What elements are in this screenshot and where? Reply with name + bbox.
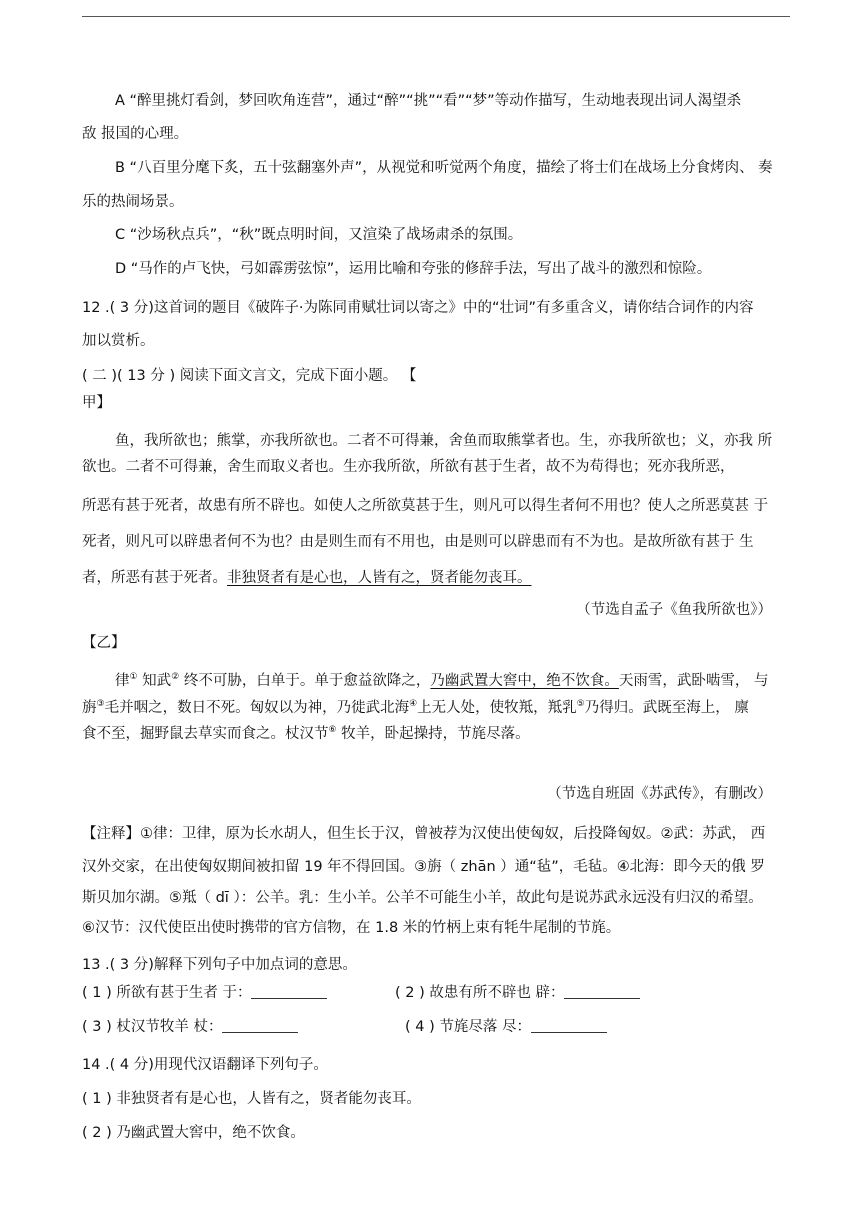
jia-line1: 鱼，我所欲也；熊掌，亦我所欲也。二者不可得兼，舍鱼而取熊掌者也。生，亦我所欲也；义，亦我 所: [115, 433, 773, 449]
answer-blank[interactable]: [531, 1018, 607, 1033]
section-yi-label: 【乙】: [82, 635, 126, 651]
answer-blank[interactable]: [251, 984, 327, 999]
option-b-line1: B “八百里分麾下炙，五十弦翻塞外声”，从视觉和听觉两个角度，描绘了将士们在战场上分食烤肉、 奏: [115, 160, 773, 176]
question-13-item-4: [405, 1017, 607, 1037]
jia-line3: 所恶有甚于死者，故患有所不辟也。如使人之所欲莫甚于生，则凡可以得生者何不用也？使人之所恶莫甚 于: [82, 498, 769, 514]
notes-line4: ⑥汉节：汉代使臣出使时携带的官方信物，在 1.8 米的竹柄上束有牦牛尾制的节旄。: [82, 920, 621, 936]
yi-source: （节选自班固《苏武传》，有删改）: [547, 786, 772, 802]
option-b-line2: 乐的热闹场景。: [82, 194, 184, 210]
option-c: C “沙场秋点兵”，“秋”既点明时间，又渲染了战场肃杀的氛围。: [115, 227, 523, 243]
note-ref: ①: [129, 672, 138, 682]
notes-line3: 斯贝加尔湖。⑤羝（ dī ）：公羊。乳：生小羊。公羊不可能生小羊，故此句是说苏武永远没有归汉的希望。: [82, 890, 763, 906]
answer-blank[interactable]: [222, 1018, 298, 1033]
section-jia-label: 甲】: [82, 395, 111, 411]
jia-line5-text: 者，所恶有甚于死者。: [82, 570, 227, 586]
yi-underlined-sentence: 乃幽武置大窖中，绝不饮食。: [430, 673, 619, 689]
jia-line5: [82, 568, 532, 588]
answer-blank[interactable]: [564, 984, 640, 999]
option-d: D “马作的卢飞快，弓如霹雳弦惊”，运用比喻和夸张的修辞手法，写出了战斗的激烈和惊险。: [115, 261, 712, 277]
note-ref: ⑤: [576, 699, 585, 709]
yi-line1: [115, 671, 768, 691]
question-13-item-1: [82, 983, 327, 1003]
item-text: ( 1 ) 所欲有甚于生者 于：: [82, 985, 252, 1001]
yi-text: 天雨雪，武卧啮雪， 与: [618, 673, 769, 689]
section-2-heading: ( 二 )( 13 分 ) 阅读下面文言文，完成下面小题。 【: [82, 368, 417, 384]
header-rule: [82, 16, 790, 17]
note-ref: ③: [96, 699, 105, 709]
item-text: ( 2 ) 故患有所不辟也 辟：: [395, 985, 565, 1001]
note-ref: ④: [409, 699, 418, 709]
note-ref: ②: [171, 672, 180, 682]
item-text: ( 3 ) 杖汉节牧羊 杖：: [82, 1019, 223, 1035]
yi-text: 终不可胁，白单于。单于愈益欲降之，: [179, 673, 431, 689]
jia-line2: 欲也。二者不可得兼，舍生而取义者也。生亦我所欲，所欲有甚于生者，故不为苟得也；死亦我所恶，: [82, 459, 735, 475]
yi-text: 乃得归。武既至海上， 廪: [584, 700, 749, 716]
yi-text: 食不至，掘野鼠去草实而食之。杖汉节: [82, 726, 329, 742]
question-13-stem: 13 .( 3 分)解释下列句子中加点词的意思。: [82, 957, 357, 973]
question-13-item-2: [395, 983, 640, 1003]
notes-line1: 【注释】①律：卫律，原为长水胡人，但生长于汉，曾被荐为汉使出使匈奴，后投降匈奴。②武：苏武， 西: [82, 826, 766, 842]
yi-text: 牧羊，卧起操持，节旄尽落。: [336, 726, 530, 742]
yi-line3: [82, 724, 530, 744]
yi-text: 旃: [82, 700, 97, 716]
yi-line2: [82, 698, 749, 718]
question-14-item-2: ( 2 ) 乃幽武置大窖中，绝不饮食。: [82, 1125, 305, 1141]
jia-source: （节选自孟子《鱼我所欲也》）: [576, 602, 772, 618]
notes-line2: 汉外交家，在出使匈奴期间被扣留 19 年不得回国。③旃（ zhān ）通“毡”，毛毡。④北海：即今天的俄 罗: [82, 859, 765, 875]
option-a-line1: A “醉里挑灯看剑，梦回吹角连营”，通过“醉”“挑”“看”“梦”等动作描写，生动地表现出词人渴望杀: [115, 93, 742, 109]
option-a-line2: 敌 报国的心理。: [82, 126, 189, 142]
yi-text: 知武: [137, 673, 172, 689]
yi-text: 上无人处，使牧羝，羝乳: [417, 700, 577, 716]
note-ref: ⑥: [328, 725, 337, 735]
yi-text: 毛并咽之，数日不死。匈奴以为神，乃徙武北海: [104, 700, 410, 716]
question-13-item-3: [82, 1017, 298, 1037]
question-14-item-1: ( 1 ) 非独贤者有是心也，人皆有之，贤者能勿丧耳。: [82, 1091, 421, 1107]
question-14-stem: 14 .( 4 分)用现代汉语翻译下列句子。: [82, 1057, 328, 1073]
jia-line4: 死者，则凡可以辟患者何不为也？由是则生而有不用也，由是则可以辟患而有不为也。是故所欲有甚于 生: [82, 534, 754, 550]
jia-underlined-sentence: 非独贤者有是心也，人皆有之，贤者能勿丧耳。: [227, 570, 532, 586]
item-text: ( 4 ) 节旄尽落 尽：: [405, 1019, 531, 1035]
question-12-line1: 12 .( 3 分)这首词的题目《破阵子·为陈同甫赋壮词以寄之》中的“壮词”有多重含义，请你结合词作的内容: [82, 300, 754, 316]
question-12-line2: 加以赏析。: [82, 333, 155, 349]
yi-text: 律: [115, 673, 130, 689]
